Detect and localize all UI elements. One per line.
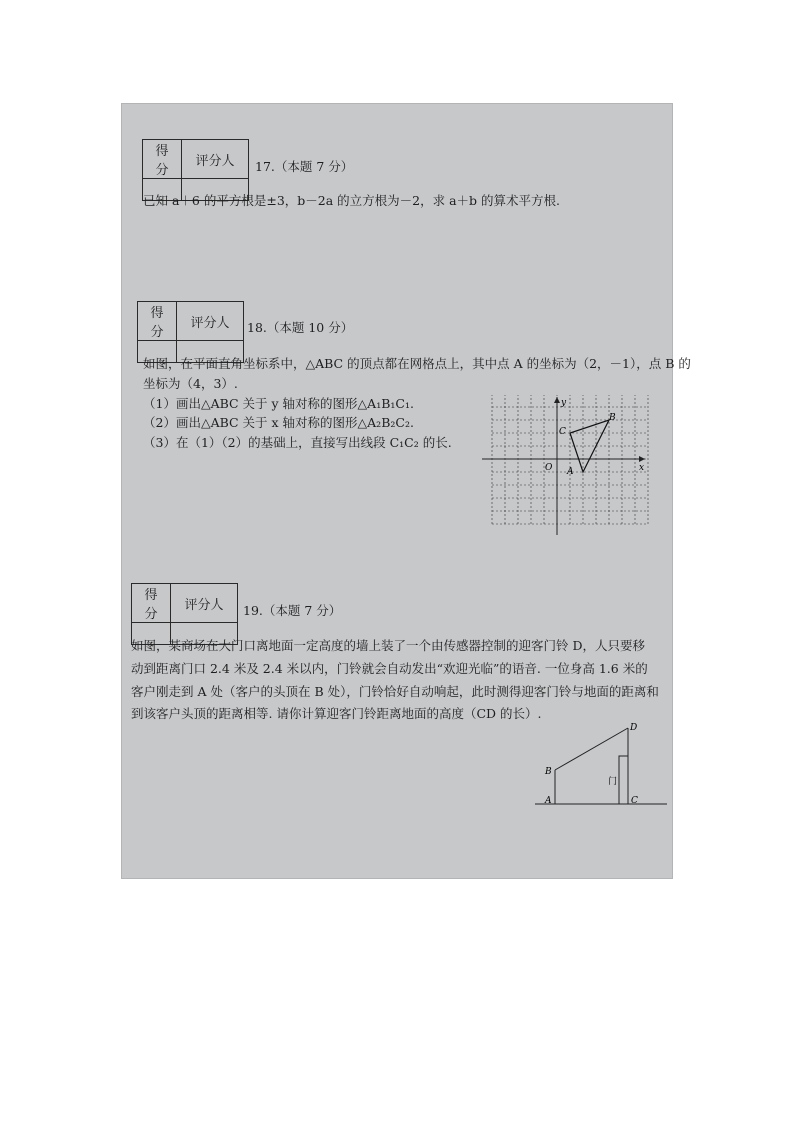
q19-line-4: 到该客户头顶的距离相等. 请你计算迎客门铃距离地面的高度（CD 的长）. (131, 706, 542, 721)
exam-sheet (121, 103, 691, 879)
grader-label: 评分人 (171, 584, 238, 623)
y-axis-arrow (554, 397, 560, 403)
label-a: A (545, 796, 552, 806)
segment-bd (555, 728, 628, 770)
q19-line-3: 客户刚走到 A 处（客户的头顶在 B 处），门铃恰好自动响起，此时测得迎客门铃与地面的距离和 (131, 684, 659, 699)
q18-line-3: （1）画出△ABC 关于 y 轴对称的图形△A₁B₁C₁. (143, 396, 414, 411)
label-b: B (545, 767, 552, 777)
label-o: O (545, 463, 553, 473)
grader-label: 评分人 (182, 140, 249, 179)
label-x: x (639, 463, 645, 473)
score-label: 得 分 (138, 302, 177, 341)
x-axis-arrow (639, 456, 645, 462)
q19-line-2: 动到距离门口 2.4 米及 2.4 米以内，门铃就会自动发出“欢迎光临”的语音. 一位身高 1.6 米的 (131, 661, 648, 676)
q18-line-2: 坐标为（4，3）. (143, 376, 238, 391)
label-c: C (559, 427, 566, 437)
q17-text: 已知 a＋6 的平方根是±3，b－2a 的立方根为－2，求 a＋b 的算术平方根. (143, 193, 560, 208)
score-label: 得 分 (132, 584, 171, 623)
score-label: 得 分 (143, 140, 182, 179)
q18-line-5: （3）在（1）（2）的基础上，直接写出线段 C₁C₂ 的长. (143, 435, 452, 450)
label-door: 门 (608, 777, 618, 787)
q18-line-4: （2）画出△ABC 关于 x 轴对称的图形△A₂B₂C₂. (143, 415, 414, 430)
door-rect (619, 756, 628, 804)
label-a: A (567, 467, 574, 477)
doorbell-figure (531, 718, 671, 813)
q19-line-1: 如图，某商场在大门口离地面一定高度的墙上装了一个由传感器控制的迎客门铃 D，人只要移 (131, 638, 645, 653)
q17-title: 17.（本题 7 分） (255, 159, 354, 174)
q19-title: 19.（本题 7 分） (243, 603, 342, 618)
label-b: B (609, 413, 616, 423)
grader-label: 评分人 (177, 302, 244, 341)
q18-title: 18.（本题 10 分） (247, 320, 354, 335)
label-d: D (630, 723, 638, 733)
q18-line-1: 如图，在平面直角坐标系中，△ABC 的顶点都在网格点上，其中点 A 的坐标为（2，－1），点 B 的 (143, 356, 691, 371)
label-y: y (561, 398, 567, 408)
label-c: C (631, 796, 638, 806)
coordinate-grid-figure (479, 395, 649, 537)
